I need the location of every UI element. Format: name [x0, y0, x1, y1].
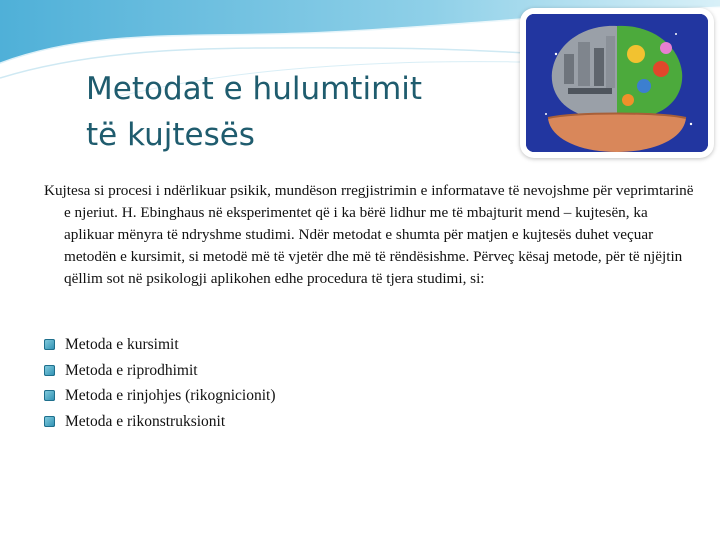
list-item — [44, 409, 276, 435]
title-line-1: Metodat e hulumtimit — [86, 71, 423, 107]
square-bullet-icon — [44, 365, 55, 376]
square-bullet-icon — [44, 339, 55, 350]
list-item-label: Metoda e rinjohjes (rikognicionit) — [65, 387, 276, 404]
method-list — [44, 332, 276, 434]
body-paragraph: Kujtesa si procesi i ndërlikuar psikik, mundëson rregjistrimin e informatave të nevojshme për veprimtarinë e njeriut. H. Ebinghaus në eksperimentet që i ka bërë lidhur me të mbajturit mend – kujtesën, ka aplikuar mënyra të ndryshme studimi. Ndër metodat e shumta për matjen e kujtesës duhet veçuar metodën e kursimit, si metodë më të vjetër dhe më të rëndësishme. Përveç kësaj metode, për të njëjtin qëllim sot në psikologji aplikohen edhe procedura të tjera studimi, si: — [44, 182, 694, 287]
list-item-label: Metoda e riprodhimit — [65, 361, 198, 379]
brain-illustration — [526, 14, 708, 152]
list-item-label: Metoda e kursimit — [65, 336, 179, 353]
page-title — [86, 66, 506, 158]
title-line-2: të kujtesës — [86, 117, 255, 153]
list-item — [44, 358, 276, 384]
image-frame — [520, 8, 714, 158]
list-item-label: Metoda e rikonstruksionit — [65, 412, 226, 430]
list-item — [44, 383, 276, 409]
square-bullet-icon — [44, 416, 55, 427]
square-bullet-icon — [44, 390, 55, 401]
list-item — [44, 332, 276, 358]
